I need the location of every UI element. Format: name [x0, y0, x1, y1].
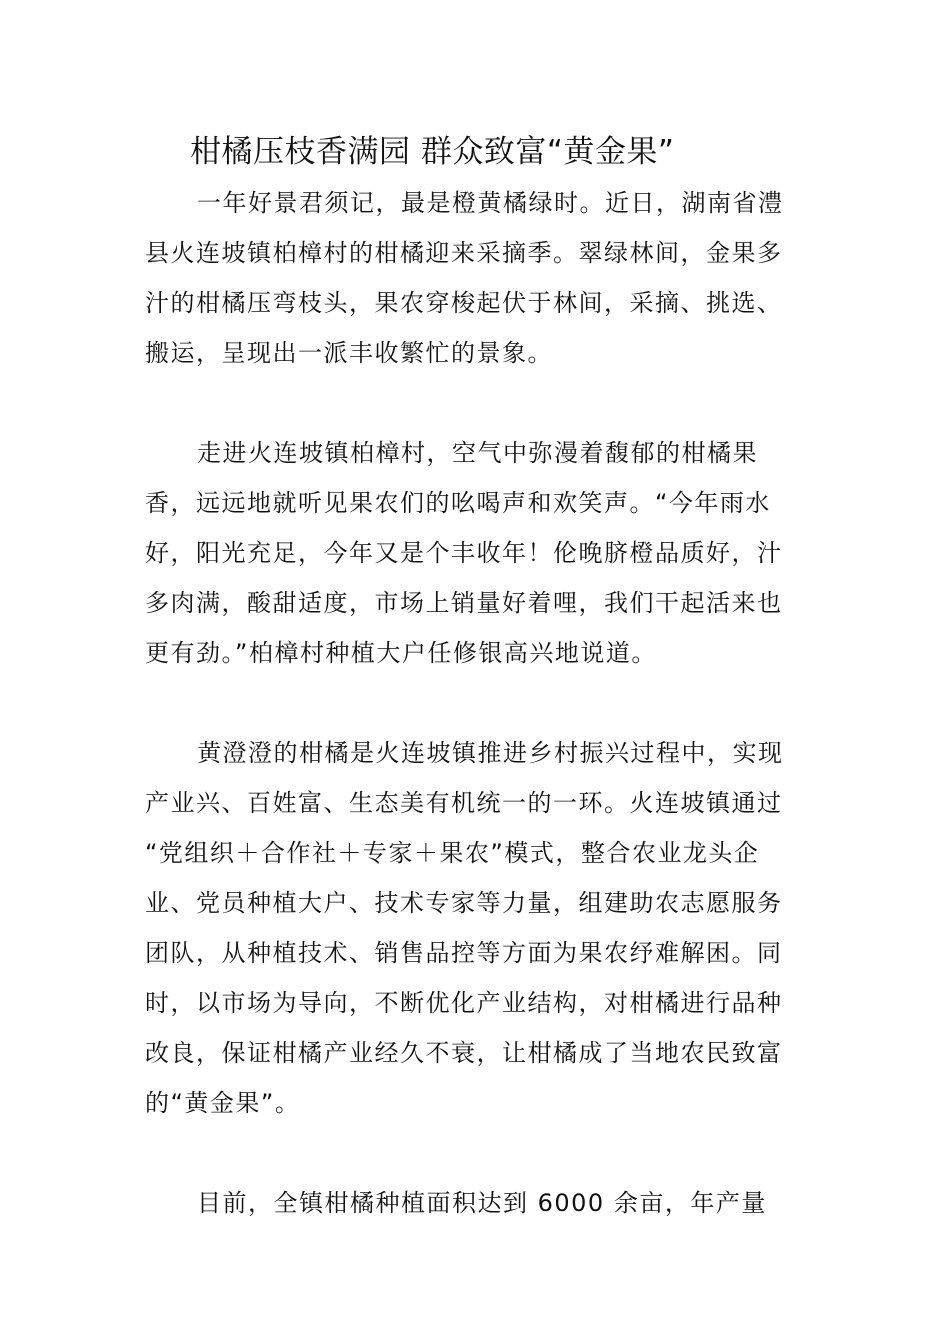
text-line: 业、党员种植大户、技术专家等力量，组建助农志愿服务: [145, 889, 783, 917]
text-line: 好，阳光充足，今年又是个丰收年！伦晚脐橙品质好，汁: [145, 539, 783, 567]
text-line: 香，远远地就听见果农们的吆喝声和欢笑声。“今年雨水: [145, 489, 771, 517]
text-line: 汁的柑橘压弯枝头，果农穿梭起伏于林间，采摘、挑选、: [145, 289, 783, 317]
text-line: 改良，保证柑橘产业经久不衰，让柑橘成了当地农民致富: [145, 1039, 783, 1067]
paragraph-4: [145, 1178, 810, 1228]
paragraph-3: [145, 728, 810, 1128]
text-line: 产业兴、百姓富、生态美有机统一的一环。火连坡镇通过: [145, 789, 783, 817]
text-line: 团队，从种植技术、销售品控等方面为果农纾难解困。同: [145, 939, 783, 967]
text-line: 县火连坡镇柏樟村的柑橘迎来采摘季。翠绿林间，金果多: [145, 239, 783, 267]
article-body: [145, 178, 810, 1278]
text-line: 一年好景君须记，最是橙黄橘绿时。近日，湖南省澧: [197, 189, 784, 217]
article-title: 柑橘压枝香满园 群众致富“黄金果”: [190, 134, 675, 170]
text-line: 时，以市场为导向，不断优化产业结构，对柑橘进行品种: [145, 989, 783, 1017]
text-line: “党组织＋合作社＋专家＋果农”模式，整合农业龙头企: [145, 839, 760, 867]
paragraph-2: [145, 428, 810, 678]
text-line: 走进火连坡镇柏樟村，空气中弥漫着馥郁的柑橘果: [197, 439, 758, 467]
text-line: 的“黄金果”。: [145, 1089, 301, 1117]
text-line: 搬运，呈现出一派丰收繁忙的景象。: [145, 339, 553, 367]
paragraph-1: [145, 178, 810, 378]
text-line: 更有劲。”柏樟村种植大户任修银高兴地说道。: [145, 639, 657, 667]
text-line: 多肉满，酸甜适度，市场上销量好着哩，我们干起活来也: [145, 589, 783, 617]
text-line: 目前，全镇柑橘种植面积达到 6000 余亩，年产量: [197, 1189, 767, 1217]
text-line: 黄澄澄的柑橘是火连坡镇推进乡村振兴过程中，实现: [197, 739, 784, 767]
